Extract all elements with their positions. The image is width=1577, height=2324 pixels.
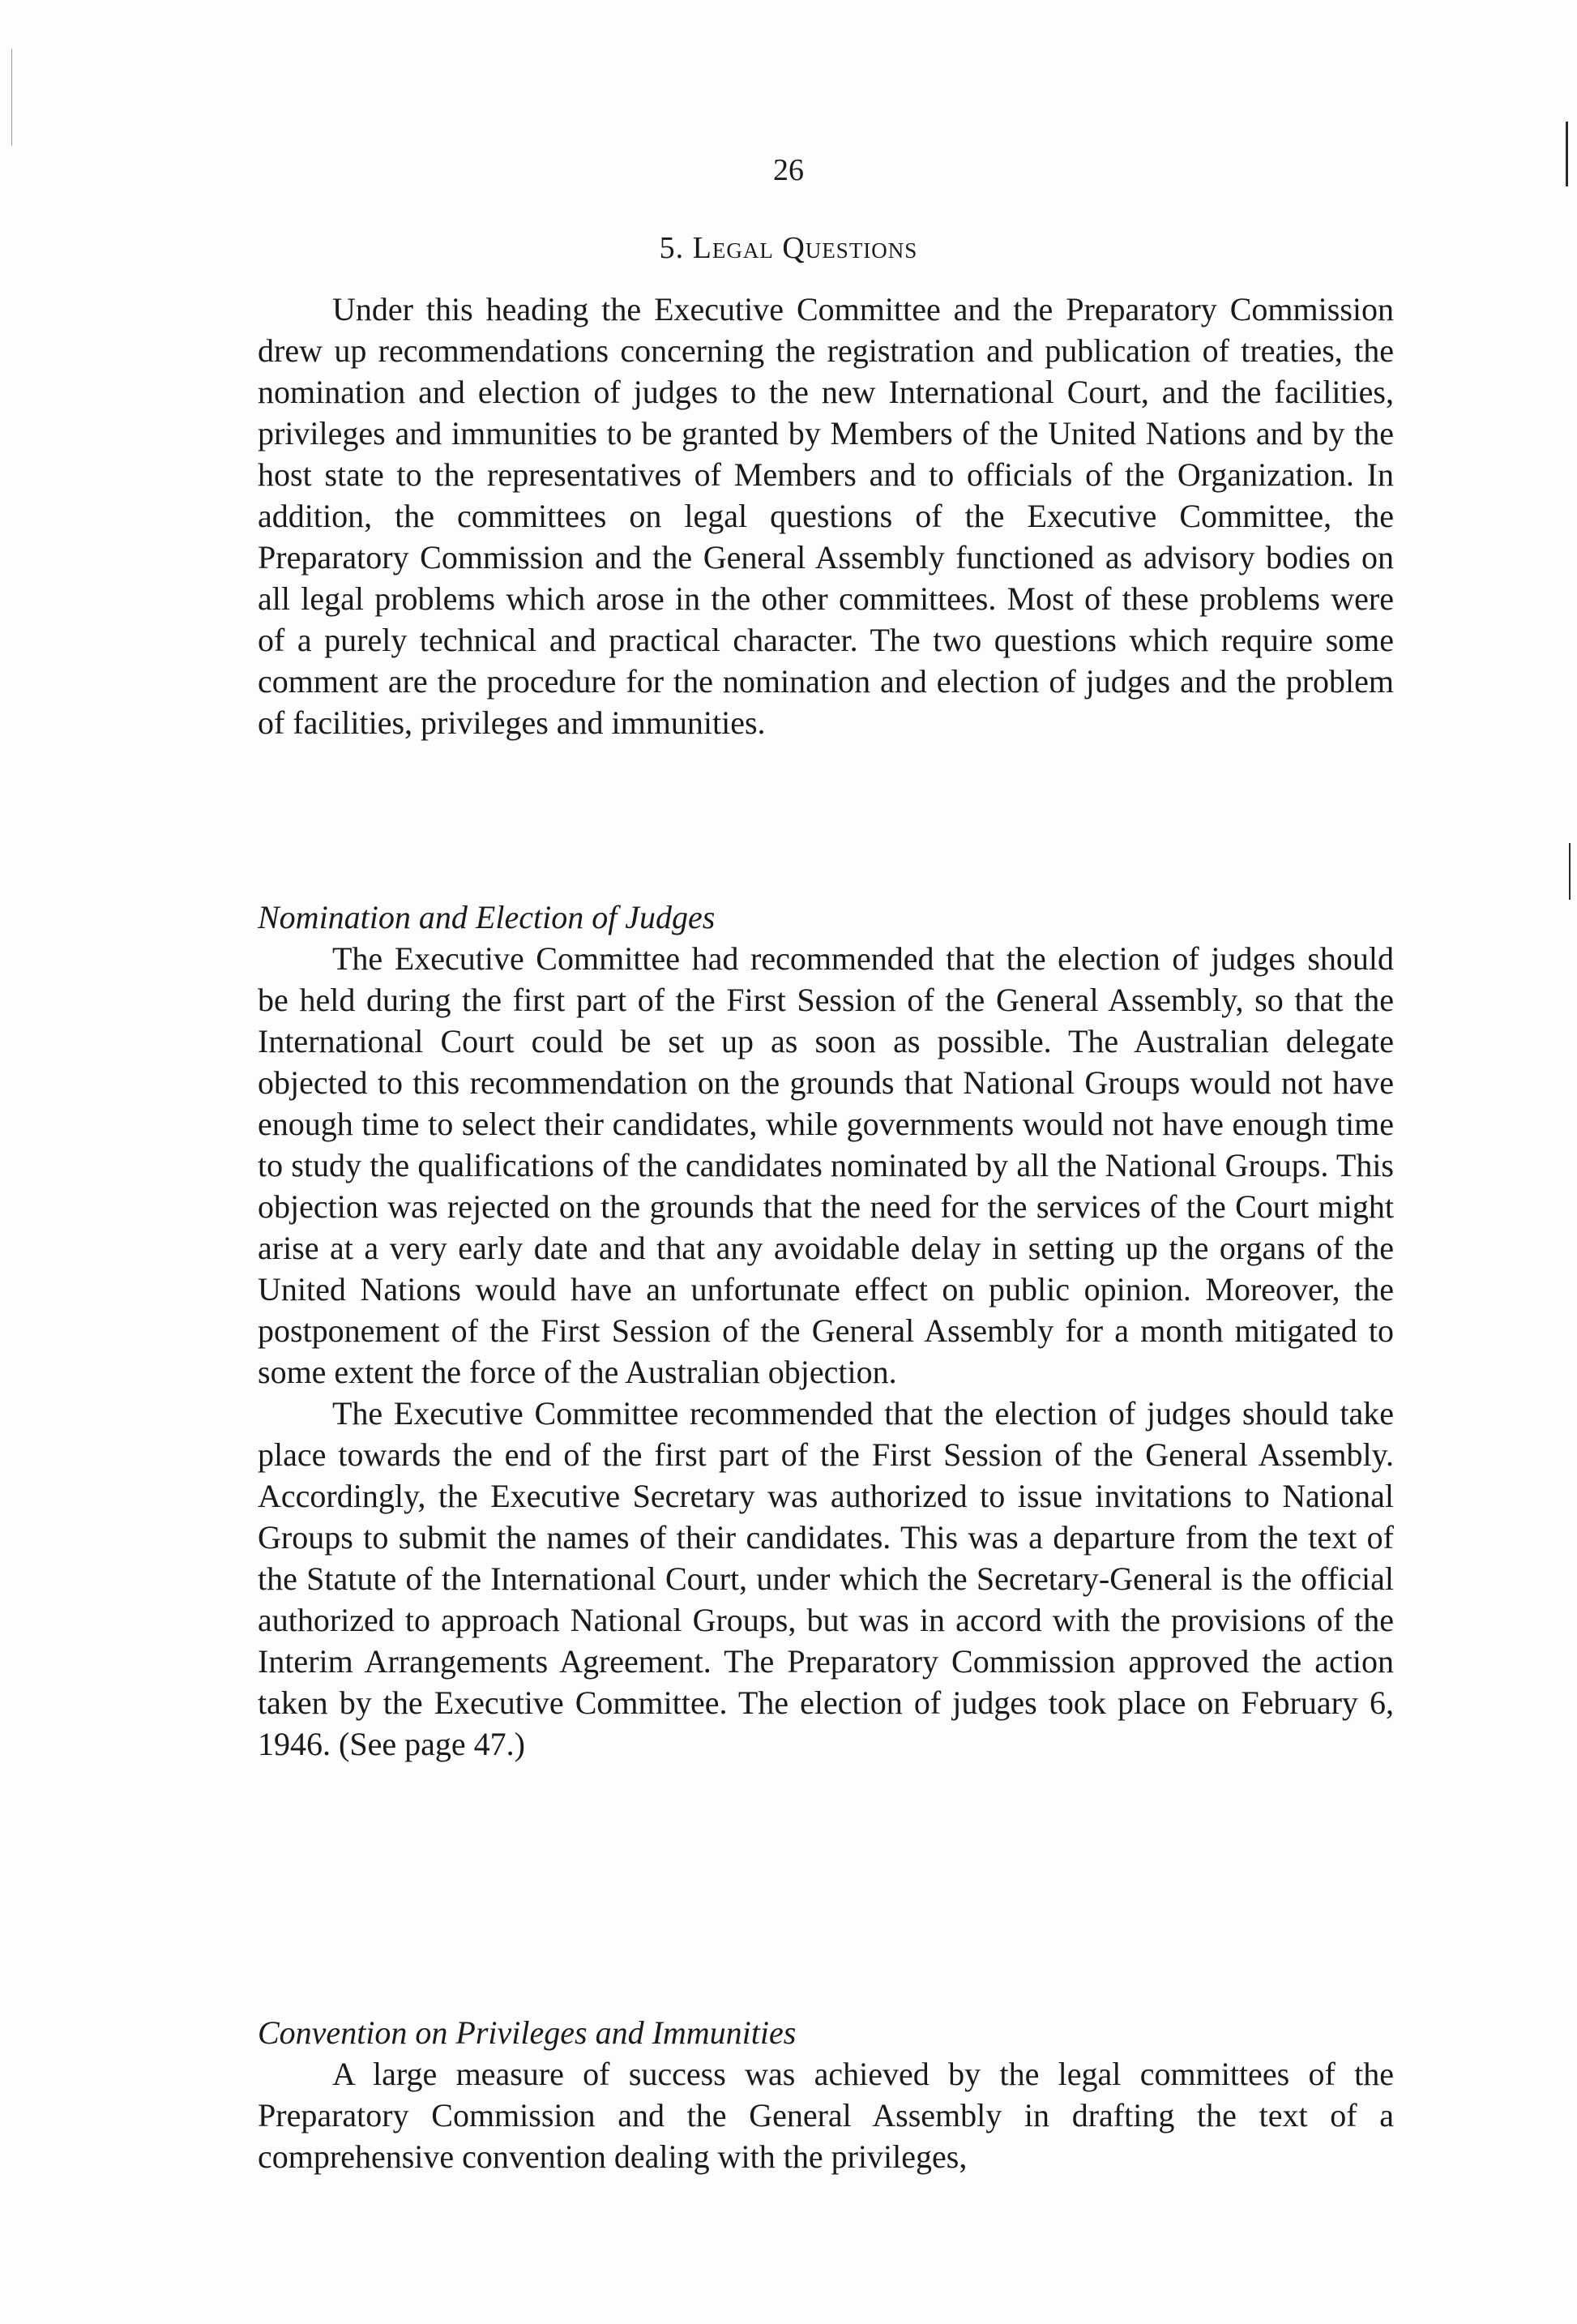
convention-heading: Convention on Privileges and Immunities [258,2014,797,2051]
judges-paragraph-1: The Executive Committee had recommended that the election of judges should be held during the first part of the First Session of the General Assembly, so that the International Court could be set up as soon as possible. The Australian delegate objected to this recommendation on the grounds that National Groups would not have enough time to select their candidates, while governments would not have enough time to study the qualifications of the candidates nominated by all the National Groups. This objection was rejected on the grounds that the need for the services of the Court might arise at a very early date and that any avoidable delay in setting up the organs of the United Nations would have an unfortunate effect on public opinion. Moreover, the postponement of the First Session of the General Assembly for a month mitigated to some extent the force of the Australian objection. [258,940,1394,1390]
judges-paragraph-2: The Executive Committee recommended that the election of judges should take place towards the end of the first part of the First Session of the General Assembly. Accordingly, the Executive Secretary was authorized to issue invitations to National Groups to submit the names of their candidates. This was a departure from the text of the Statute of the International Court, under which the Secretary-General is the official authorized to approach National Groups, but was in accord with the provisions of the Interim Arrangements Agreement. The Preparatory Commission approved the action taken by the Executive Committee. The election of judges took place on February 6, 1946. (See page 47.) [258,1395,1394,1762]
intro-paragraph: Under this heading the Executive Committee and the Preparatory Commission drew up recommendations concerning the registration and publication of treaties, the nomination and election of judges to the new International Court, and the facilities, privileges and immunities to be granted by Members of the United Nations and by the host state to the representatives of Members and to officials of the Organization. In addition, the committees on legal questions of the Executive Committee, the Preparatory Commission and the General Assembly functioned as advisory bodies on all legal problems which arose in the other committees. Most of these problems were of a purely technical and practical character. The two questions which require some comment are the procedure for the nomination and election of judges and the problem of facilities, privileges and immunities. [258,291,1394,741]
judges-heading: Nomination and Election of Judges [258,899,716,935]
intro-section [258,289,1394,743]
convention-section [258,2012,1394,2177]
scan-edge-mark-left [11,49,12,146]
judges-section [258,897,1394,1765]
convention-paragraph-1: A large measure of success was achieved by the legal committees of the Preparatory Commission and the General Assembly in drafting the text of a comprehensive convention dealing with the privileges, [258,2056,1394,2175]
page-number: 26 [773,153,804,187]
section-title: 5. Legal Questions [659,231,918,265]
scan-edge-mark-right-lower [1569,843,1571,900]
